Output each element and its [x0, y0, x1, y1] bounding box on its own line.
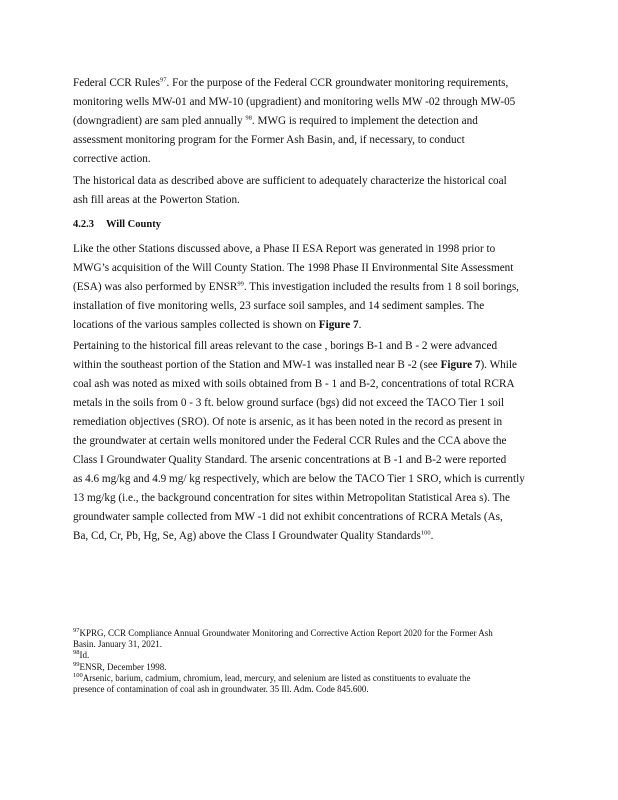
- footnote-99: [73, 662, 555, 673]
- footnote-line: [73, 650, 555, 661]
- text-line: the groundwater at certain wells monitored under the Federal CCR Rules and the CCA above the: [73, 435, 507, 447]
- footnote-line: [73, 673, 555, 684]
- footnote-100: [73, 673, 555, 695]
- paragraph-fill-areas: [73, 337, 555, 546]
- text-run: . This investigation included the results from 1 8 soil borings,: [243, 281, 519, 293]
- text-line: MWG’s acquisition of the Will County Station. The 1998 Phase II Environmental Site Assessment: [73, 262, 514, 274]
- text-line: Pertaining to the historical fill areas relevant to the case , borings B-1 and B - 2 were advanced: [73, 340, 498, 352]
- footnotes: [73, 628, 555, 695]
- text-run: .: [430, 530, 434, 542]
- footnote-ref-99: 99: [237, 280, 244, 288]
- figure-reference: Figure 7: [440, 359, 481, 371]
- text-line: monitoring wells MW-01 and MW-10 (upgradient) and monitoring wells MW -02 through MW-05: [73, 96, 516, 108]
- text-line: The historical data as described above are sufficient to adequately characterize the historical coal: [73, 175, 507, 187]
- text-line: coal ash was noted as mixed with soils obtained from B - 1 and B-2, concentrations of total RCRA: [73, 378, 515, 390]
- footnote-ref-98: 98: [245, 114, 252, 122]
- footnote-line: [73, 628, 555, 639]
- text-line: Class I Groundwater Quality Standard. The arsenic concentrations at B -1 and B-2 were reported: [73, 454, 507, 466]
- text-run: Federal CCR Rules: [73, 77, 161, 89]
- section-title: Will County: [106, 219, 161, 230]
- text-run: (downgradient) are sam pled annually: [73, 115, 246, 127]
- footnote-text: ENSR, December 1998.: [79, 661, 167, 672]
- text-line: [73, 527, 555, 546]
- text-line: [73, 74, 555, 93]
- footnote-text: KPRG, CCR Compliance Annual Groundwater Monitoring and Corrective Action Report 2020 for the Former Ash: [79, 628, 493, 638]
- text-line: [73, 316, 555, 335]
- footnote-97: [73, 628, 555, 650]
- text-run: . MWG is required to implement the detection and: [251, 115, 478, 127]
- figure-reference: Figure 7: [318, 319, 359, 331]
- text-line: metals in the soils from 0 - 3 ft. below ground surface (bgs) did not exceed the TACO Tier 1 soil: [73, 397, 505, 409]
- section-heading: [73, 216, 161, 234]
- paragraph-phase-ii-esa: [73, 240, 555, 335]
- footnote-mark: 98: [73, 649, 80, 657]
- text-run: (ESA) was also performed by ENSR: [73, 281, 238, 293]
- text-line: [73, 278, 555, 297]
- text-line: 13 mg/kg (i.e., the background concentration for sites within Metropolitan Statistical Area s). The: [73, 492, 510, 504]
- footnote-mark: 99: [73, 660, 80, 668]
- footnote-mark: 97: [73, 627, 80, 634]
- text-line: ash fill areas at the Powerton Station.: [73, 194, 240, 206]
- text-line: corrective action.: [73, 153, 151, 165]
- text-run: locations of the various samples collected is shown on: [73, 319, 319, 331]
- text-line: [73, 356, 555, 375]
- text-line: assessment monitoring program for the Former Ash Basin, and, if necessary, to conduct: [73, 134, 465, 146]
- text-line: groundwater sample collected from MW -1 did not exhibit concentrations of RCRA Metals (As,: [73, 511, 503, 523]
- footnote-line: presence of contamination of coal ash in groundwater. 35 Ill. Adm. Code 845.600.: [73, 684, 369, 695]
- text-line: installation of five monitoring wells, 23 surface soil samples, and 14 sediment samples. The: [73, 300, 485, 312]
- footnote-text: Arsenic, barium, cadmium, chromium, lead, mercury, and selenium are listed as constituents to evaluate the: [82, 672, 471, 683]
- text-line: remediation objectives (SRO). Of note is arsenic, as it has been noted in the record as present in: [73, 416, 503, 428]
- text-run: .: [358, 319, 362, 331]
- section-number: 4.2.3: [73, 219, 94, 230]
- text-line: as 4.6 mg/kg and 4.9 mg/ kg respectively, which are below the TACO Tier 1 SRO, which is currently: [73, 473, 525, 485]
- text-line: Like the other Stations discussed above, a Phase II ESA Report was generated in 1998 prior to: [73, 243, 496, 255]
- footnote-mark: 100: [73, 671, 83, 679]
- paragraph-historical-data: [73, 172, 555, 210]
- text-line: [73, 112, 555, 131]
- footnote-text: Id.: [79, 650, 90, 661]
- footnote-ref-100: 100: [420, 529, 431, 537]
- text-run: within the southeast portion of the Station and MW-1 was installed near B -2 (see: [73, 359, 441, 371]
- paragraph-ccr-monitoring: [73, 74, 555, 169]
- text-run: Ba, Cd, Cr, Pb, Hg, Se, Ag) above the Class I Groundwater Quality Standards: [73, 530, 421, 542]
- text-run: ). While: [480, 359, 517, 371]
- text-run: . For the purpose of the Federal CCR groundwater monitoring requirements,: [166, 77, 509, 89]
- footnote-line: Basin. January 31, 2021.: [73, 639, 162, 650]
- footnote-98: [73, 650, 555, 661]
- footnote-line: [73, 662, 555, 673]
- footnote-ref-97: 97: [160, 76, 167, 84]
